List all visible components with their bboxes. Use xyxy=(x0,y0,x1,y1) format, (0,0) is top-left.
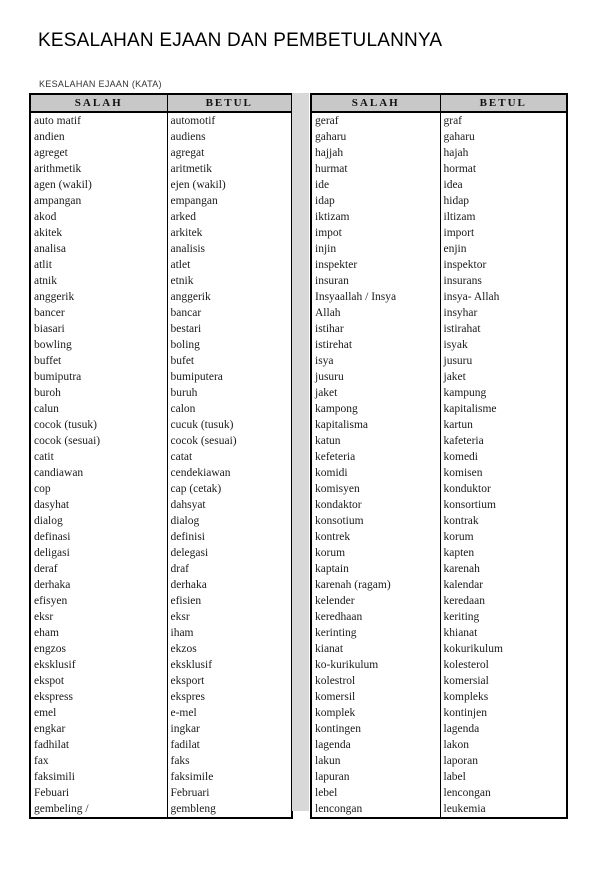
table-row xyxy=(311,321,567,337)
table-row xyxy=(311,529,567,545)
table-row xyxy=(30,417,292,433)
table-row xyxy=(30,289,292,305)
cell-salah: bowling xyxy=(30,337,167,353)
cell-betul: leukemia xyxy=(443,803,486,815)
cell-betul: faksimile xyxy=(170,771,214,783)
cell-betul: draf xyxy=(170,563,190,575)
table-row xyxy=(311,545,567,561)
cell-salah: dasyhat xyxy=(30,497,167,513)
table-row xyxy=(311,161,567,177)
table-row xyxy=(311,449,567,465)
cell-salah: kefeteria xyxy=(311,449,440,465)
cell-betul: jaket xyxy=(443,371,466,383)
table-header-row xyxy=(311,94,567,112)
cell-salah: eham xyxy=(30,625,167,641)
cell-salah: ampangan xyxy=(30,193,167,209)
table-row xyxy=(311,353,567,369)
cell-betul: kapitalisme xyxy=(443,403,497,415)
table-row xyxy=(311,689,567,705)
cell-betul: insyhar xyxy=(443,307,478,319)
table-row xyxy=(30,593,292,609)
table-row xyxy=(30,305,292,321)
cell-betul: isyak xyxy=(443,339,468,351)
cell-salah: catit xyxy=(30,449,167,465)
table-row xyxy=(30,561,292,577)
table-body xyxy=(30,112,292,818)
table-row xyxy=(311,753,567,769)
cell-betul: atlet xyxy=(170,259,191,271)
cell-betul: etnik xyxy=(170,275,194,287)
cell-betul: bumiputera xyxy=(170,371,223,383)
table-row xyxy=(30,673,292,689)
cell-salah: fax xyxy=(30,753,167,769)
cell-salah: lagenda xyxy=(311,737,440,753)
cell-betul: jusuru xyxy=(443,355,473,367)
table-row xyxy=(30,145,292,161)
cell-betul: arked xyxy=(170,211,197,223)
cell-salah: kianat xyxy=(311,641,440,657)
cell-salah: korum xyxy=(311,545,440,561)
cell-betul: aritmetik xyxy=(170,163,213,175)
cell-betul: hormat xyxy=(443,163,477,175)
cell-salah: kaptain xyxy=(311,561,440,577)
cell-salah: kondaktor xyxy=(311,497,440,513)
cell-salah: faksimili xyxy=(30,769,167,785)
table-row xyxy=(311,497,567,513)
cell-betul: audiens xyxy=(170,131,206,143)
cell-betul: komersial xyxy=(443,675,489,687)
cell-salah: lakun xyxy=(311,753,440,769)
cell-salah: komisyen xyxy=(311,481,440,497)
cell-salah: karenah (ragam) xyxy=(311,577,440,593)
header-betul: BETUL xyxy=(167,94,292,112)
cell-betul: khianat xyxy=(443,627,478,639)
cell-salah: buffet xyxy=(30,353,167,369)
table-row xyxy=(311,769,567,785)
table-row xyxy=(30,193,292,209)
cell-salah: komplek xyxy=(311,705,440,721)
spelling-table-right xyxy=(310,93,568,819)
table-row xyxy=(30,112,292,129)
table-row xyxy=(311,305,567,321)
table-row xyxy=(311,145,567,161)
page-title: KESALAHAN EJAAN DAN PEMBETULANNYA xyxy=(38,30,443,51)
cell-salah: buroh xyxy=(30,385,167,401)
table-row xyxy=(311,721,567,737)
cell-betul: buruh xyxy=(170,387,198,399)
table-row xyxy=(311,289,567,305)
cell-betul: kartun xyxy=(443,419,473,431)
cell-betul: label xyxy=(443,771,466,783)
cell-salah: impot xyxy=(311,225,440,241)
cell-salah: engkar xyxy=(30,721,167,737)
table-row xyxy=(30,273,292,289)
table-row xyxy=(30,545,292,561)
cell-salah: agreget xyxy=(30,145,167,161)
table-row xyxy=(30,465,292,481)
cell-salah: kolestrol xyxy=(311,673,440,689)
cell-salah: lencongan xyxy=(311,801,440,818)
cell-betul: catat xyxy=(170,451,193,463)
cell-betul: ingkar xyxy=(170,723,200,735)
table-row xyxy=(311,737,567,753)
cell-betul: bestari xyxy=(170,323,202,335)
cell-betul: delegasi xyxy=(170,547,209,559)
cell-salah: keredhaan xyxy=(311,609,440,625)
cell-betul: agregat xyxy=(170,147,205,159)
table-row xyxy=(311,369,567,385)
cell-salah: kampong xyxy=(311,401,440,417)
cell-betul: kolesterol xyxy=(443,659,489,671)
section-subtitle: KESALAHAN EJAAN (KATA) xyxy=(39,79,162,89)
cell-salah: analisa xyxy=(30,241,167,257)
table-row xyxy=(30,129,292,145)
cell-salah: idap xyxy=(311,193,440,209)
cell-betul: bufet xyxy=(170,355,195,367)
cell-salah: cocok (sesuai) xyxy=(30,433,167,449)
cell-salah: injin xyxy=(311,241,440,257)
cell-betul: efisien xyxy=(170,595,202,607)
table-row xyxy=(311,385,567,401)
cell-betul: karenah xyxy=(443,563,480,575)
table-row xyxy=(30,785,292,801)
cell-salah: deligasi xyxy=(30,545,167,561)
cell-betul: insurans xyxy=(443,275,482,287)
table-row xyxy=(311,625,567,641)
table-row xyxy=(311,337,567,353)
cell-salah: agen (wakil) xyxy=(30,177,167,193)
spelling-table-left xyxy=(29,93,293,819)
cell-salah: bancer xyxy=(30,305,167,321)
cell-betul: cendekiawan xyxy=(170,467,231,479)
table-row xyxy=(311,129,567,145)
cell-betul: import xyxy=(443,227,475,239)
cell-betul: arkitek xyxy=(170,227,203,239)
cell-salah: candiawan xyxy=(30,465,167,481)
table-row xyxy=(311,673,567,689)
table-row xyxy=(30,737,292,753)
cell-betul: derhaka xyxy=(170,579,207,591)
cell-betul: komedi xyxy=(443,451,478,463)
cell-salah: kapitalisma xyxy=(311,417,440,433)
cell-salah: auto matif xyxy=(30,112,167,129)
table-row xyxy=(311,785,567,801)
cell-betul: bancar xyxy=(170,307,202,319)
table-row xyxy=(30,625,292,641)
cell-betul: cap (cetak) xyxy=(170,483,222,495)
table-row xyxy=(30,385,292,401)
cell-salah: atlit xyxy=(30,257,167,273)
cell-betul: cocok (sesuai) xyxy=(170,435,237,447)
cell-salah: biasari xyxy=(30,321,167,337)
table-body xyxy=(311,112,567,818)
cell-salah: ekspot xyxy=(30,673,167,689)
cell-betul: korum xyxy=(443,531,474,543)
cell-betul: iham xyxy=(170,627,194,639)
cell-salah: akitek xyxy=(30,225,167,241)
cell-salah: kontrek xyxy=(311,529,440,545)
cell-betul: ekzos xyxy=(170,643,197,655)
cell-betul: keriting xyxy=(443,611,480,623)
cell-salah: atnik xyxy=(30,273,167,289)
cell-salah: calun xyxy=(30,401,167,417)
cell-betul: lakon xyxy=(443,739,470,751)
cell-betul: Februari xyxy=(170,787,210,799)
cell-salah: kontingen xyxy=(311,721,440,737)
table-row xyxy=(311,465,567,481)
cell-betul: analisis xyxy=(170,243,205,255)
cell-betul: konduktor xyxy=(443,483,491,495)
cell-betul: e-mel xyxy=(170,707,197,719)
cell-betul: idea xyxy=(443,179,463,191)
cell-salah: Febuari xyxy=(30,785,167,801)
cell-betul: eksport xyxy=(170,675,205,687)
cell-betul: definisi xyxy=(170,531,205,543)
cell-salah: fadhilat xyxy=(30,737,167,753)
table-row xyxy=(30,177,292,193)
cell-betul: anggerik xyxy=(170,291,211,303)
cell-betul: inspektor xyxy=(443,259,487,271)
cell-salah: istirehat xyxy=(311,337,440,353)
table-row xyxy=(311,561,567,577)
cell-betul: kompleks xyxy=(443,691,489,703)
cell-betul: hajah xyxy=(443,147,469,159)
cell-salah: komersil xyxy=(311,689,440,705)
header-salah: SALAH xyxy=(311,94,440,112)
table-header-row xyxy=(30,94,292,112)
table-row xyxy=(311,481,567,497)
cell-betul: eksklusif xyxy=(170,659,213,671)
cell-salah: jusuru xyxy=(311,369,440,385)
cell-salah: katun xyxy=(311,433,440,449)
table-row xyxy=(30,337,292,353)
table-row xyxy=(30,577,292,593)
table-row xyxy=(30,641,292,657)
cell-salah: engzos xyxy=(30,641,167,657)
cell-betul: kalendar xyxy=(443,579,484,591)
cell-salah: istihar xyxy=(311,321,440,337)
cell-betul: graf xyxy=(443,115,463,127)
cell-betul: gembleng xyxy=(170,803,216,815)
cell-betul: automotif xyxy=(170,115,216,127)
cell-salah: gaharu xyxy=(311,129,440,145)
cell-salah: geraf xyxy=(311,112,440,129)
cell-salah: efisyen xyxy=(30,593,167,609)
cell-salah: Insyaallah / Insya xyxy=(311,289,440,305)
table-row xyxy=(311,705,567,721)
cell-salah: andien xyxy=(30,129,167,145)
cell-betul: keredaan xyxy=(443,595,485,607)
table-row xyxy=(311,177,567,193)
table-row xyxy=(30,257,292,273)
header-salah: SALAH xyxy=(30,94,167,112)
table-row xyxy=(30,769,292,785)
table-row xyxy=(30,241,292,257)
cell-salah: deraf xyxy=(30,561,167,577)
table-row xyxy=(311,257,567,273)
table-row xyxy=(30,321,292,337)
table-row xyxy=(311,577,567,593)
table-row xyxy=(311,657,567,673)
cell-salah: kelender xyxy=(311,593,440,609)
cell-betul: ekspres xyxy=(170,691,205,703)
table-row xyxy=(30,401,292,417)
cell-betul: kontrak xyxy=(443,515,479,527)
table-row xyxy=(311,513,567,529)
table-row xyxy=(311,417,567,433)
table-row xyxy=(311,801,567,818)
cell-salah: emel xyxy=(30,705,167,721)
cell-betul: insya- Allah xyxy=(443,291,500,303)
table-row xyxy=(30,705,292,721)
table-row xyxy=(311,401,567,417)
cell-betul: dahsyat xyxy=(170,499,206,511)
table-row xyxy=(30,513,292,529)
table-row xyxy=(30,369,292,385)
cell-betul: hidap xyxy=(443,195,470,207)
cell-betul: fadilat xyxy=(170,739,200,751)
cell-salah: eksklusif xyxy=(30,657,167,673)
table-row xyxy=(30,209,292,225)
cell-salah: konsotium xyxy=(311,513,440,529)
table-row xyxy=(30,529,292,545)
cell-salah: kerinting xyxy=(311,625,440,641)
column-divider xyxy=(292,93,309,811)
table-row xyxy=(311,273,567,289)
table-row xyxy=(311,433,567,449)
cell-salah: insuran xyxy=(311,273,440,289)
table-row xyxy=(311,112,567,129)
table-row xyxy=(30,433,292,449)
cell-salah: isya xyxy=(311,353,440,369)
table-row xyxy=(30,689,292,705)
cell-salah: akod xyxy=(30,209,167,225)
table-row xyxy=(30,497,292,513)
cell-betul: ejen (wakil) xyxy=(170,179,226,191)
table-row xyxy=(311,209,567,225)
table-row xyxy=(311,241,567,257)
header-betul: BETUL xyxy=(440,94,567,112)
cell-salah: Allah xyxy=(311,305,440,321)
cell-betul: istirahat xyxy=(443,323,481,335)
cell-betul: eksr xyxy=(170,611,190,623)
table-row xyxy=(311,593,567,609)
table-row xyxy=(30,657,292,673)
table-row xyxy=(311,609,567,625)
cell-betul: cucuk (tusuk) xyxy=(170,419,234,431)
cell-salah: iktizam xyxy=(311,209,440,225)
cell-betul: kafeteria xyxy=(443,435,484,447)
table-row xyxy=(30,481,292,497)
table-row xyxy=(30,353,292,369)
cell-betul: iltizam xyxy=(443,211,476,223)
cell-betul: dialog xyxy=(170,515,200,527)
table-row xyxy=(311,641,567,657)
cell-betul: lencongan xyxy=(443,787,491,799)
cell-betul: calon xyxy=(170,403,196,415)
cell-betul: kokurikulum xyxy=(443,643,503,655)
cell-salah: cocok (tusuk) xyxy=(30,417,167,433)
cell-betul: gaharu xyxy=(443,131,475,143)
table-row xyxy=(30,449,292,465)
cell-salah: gembeling / xyxy=(30,801,167,818)
cell-betul: komisen xyxy=(443,467,483,479)
table-row xyxy=(30,753,292,769)
cell-salah: lebel xyxy=(311,785,440,801)
cell-salah: derhaka xyxy=(30,577,167,593)
cell-salah: komidi xyxy=(311,465,440,481)
cell-salah: jaket xyxy=(311,385,440,401)
cell-salah: ko-kurikulum xyxy=(311,657,440,673)
cell-salah: dialog xyxy=(30,513,167,529)
cell-betul: kapten xyxy=(443,547,475,559)
cell-salah: arithmetik xyxy=(30,161,167,177)
table-row xyxy=(30,225,292,241)
table-row xyxy=(30,801,292,818)
cell-betul: faks xyxy=(170,755,190,767)
cell-betul: boling xyxy=(170,339,200,351)
table-row xyxy=(311,225,567,241)
cell-salah: ekspress xyxy=(30,689,167,705)
table-row xyxy=(30,721,292,737)
cell-betul: lagenda xyxy=(443,723,480,735)
table-row xyxy=(30,161,292,177)
cell-betul: kampung xyxy=(443,387,487,399)
cell-salah: inspekter xyxy=(311,257,440,273)
cell-salah: lapuran xyxy=(311,769,440,785)
table-row xyxy=(311,193,567,209)
cell-salah: definasi xyxy=(30,529,167,545)
cell-betul: enjin xyxy=(443,243,467,255)
table-row xyxy=(30,609,292,625)
cell-betul: kontinjen xyxy=(443,707,487,719)
cell-betul: empangan xyxy=(170,195,218,207)
cell-betul: konsortium xyxy=(443,499,496,511)
cell-salah: eksr xyxy=(30,609,167,625)
cell-salah: hajjah xyxy=(311,145,440,161)
cell-salah: bumiputra xyxy=(30,369,167,385)
cell-salah: anggerik xyxy=(30,289,167,305)
cell-salah: cop xyxy=(30,481,167,497)
cell-salah: hurmat xyxy=(311,161,440,177)
cell-betul: laporan xyxy=(443,755,478,767)
cell-salah: ide xyxy=(311,177,440,193)
